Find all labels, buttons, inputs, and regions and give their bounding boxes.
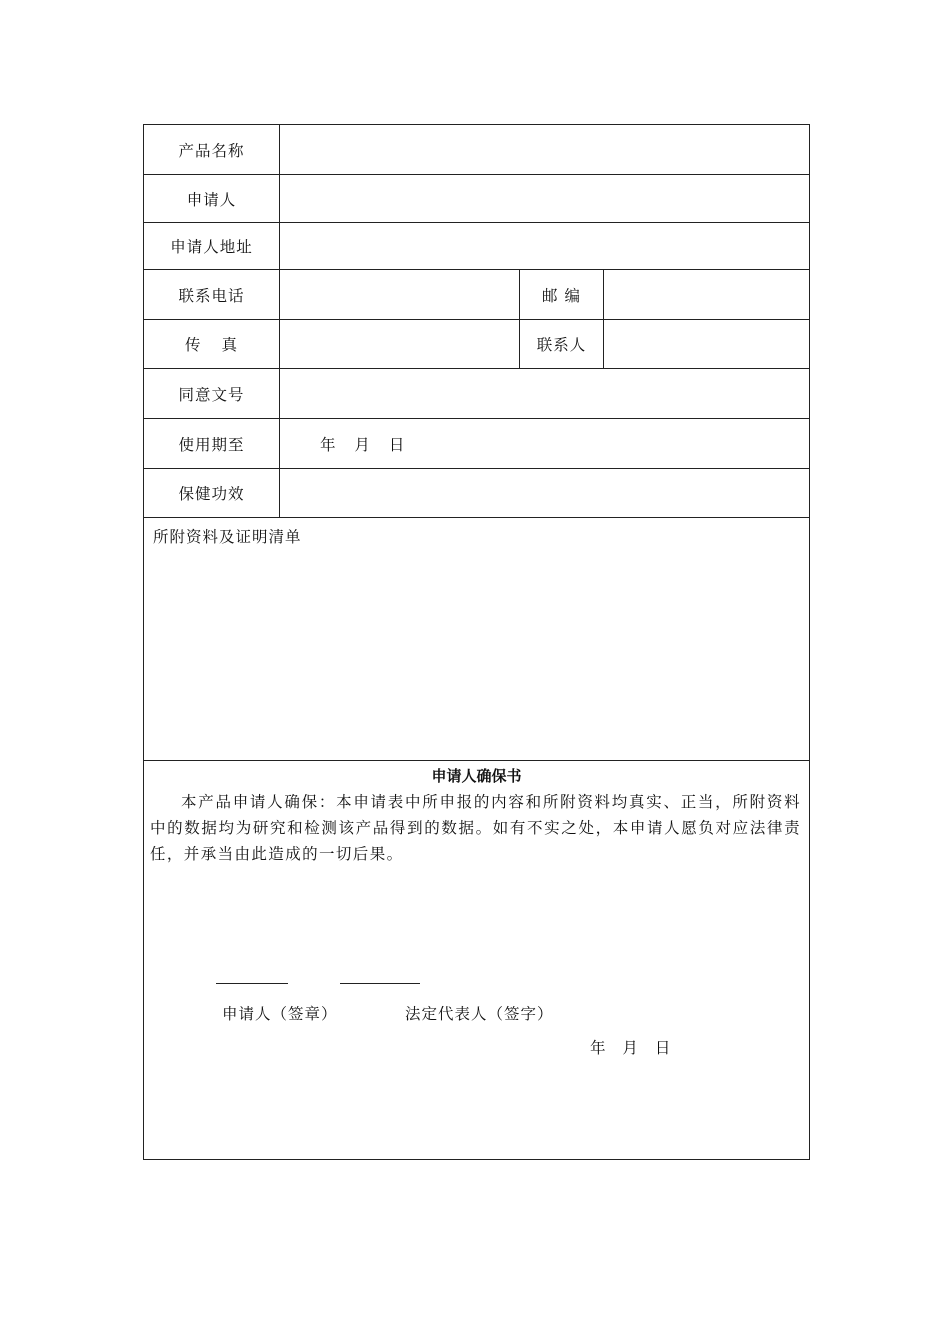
row-address — [144, 223, 809, 270]
postcode-field[interactable] — [604, 270, 809, 319]
legal-rep-sign-label: 法定代表人（签字） — [405, 1005, 554, 1023]
address-label: 申请人地址 — [144, 223, 280, 269]
phone-label: 联系电话 — [144, 270, 280, 319]
application-form — [143, 124, 810, 1160]
row-applicant — [144, 175, 809, 223]
applicant-label: 申请人 — [144, 175, 280, 222]
fax-label: 传 真 — [144, 320, 280, 368]
row-valid-until — [144, 419, 809, 469]
product-name-field[interactable] — [280, 125, 809, 174]
applicant-signature-line[interactable] — [216, 983, 288, 984]
row-approval-no — [144, 369, 809, 419]
valid-until-date[interactable]: 年 月 日 — [320, 435, 406, 454]
health-function-label: 保健功效 — [144, 469, 280, 517]
attachments-section[interactable] — [144, 518, 809, 761]
postcode-label: 邮 编 — [520, 270, 604, 319]
guarantee-body: 本产品申请人确保：本申请表中所申报的内容和所附资料均真实、正当，所附资料中的数据均为研究和检测该产品得到的数据。如有不实之处，本申请人愿负对应法律责任，并承当由此造成的一切后果。 — [150, 793, 801, 863]
approval-no-field[interactable] — [280, 369, 809, 418]
product-name-label: 产品名称 — [144, 125, 280, 174]
row-product-name — [144, 125, 809, 175]
row-fax-contact — [144, 320, 809, 369]
phone-field[interactable] — [280, 270, 520, 319]
row-health-function — [144, 469, 809, 518]
contact-field[interactable] — [604, 320, 809, 368]
valid-until-label: 使用期至 — [144, 419, 280, 468]
guarantee-section — [144, 761, 809, 1159]
health-function-field[interactable] — [280, 469, 809, 517]
contact-label: 联系人 — [520, 320, 604, 368]
sign-date: 年 月 日 — [590, 1039, 672, 1057]
legal-rep-signature-line[interactable] — [340, 983, 420, 984]
guarantee-title: 申请人确保书 — [431, 767, 522, 785]
attachments-label: 所附资料及证明清单 — [153, 528, 302, 546]
fax-field[interactable] — [280, 320, 520, 368]
row-phone-postcode — [144, 270, 809, 320]
applicant-field[interactable] — [280, 175, 809, 222]
applicant-seal-label: 申请人（签章） — [222, 1005, 338, 1023]
address-field[interactable] — [280, 223, 809, 269]
approval-no-label: 同意文号 — [144, 369, 280, 418]
